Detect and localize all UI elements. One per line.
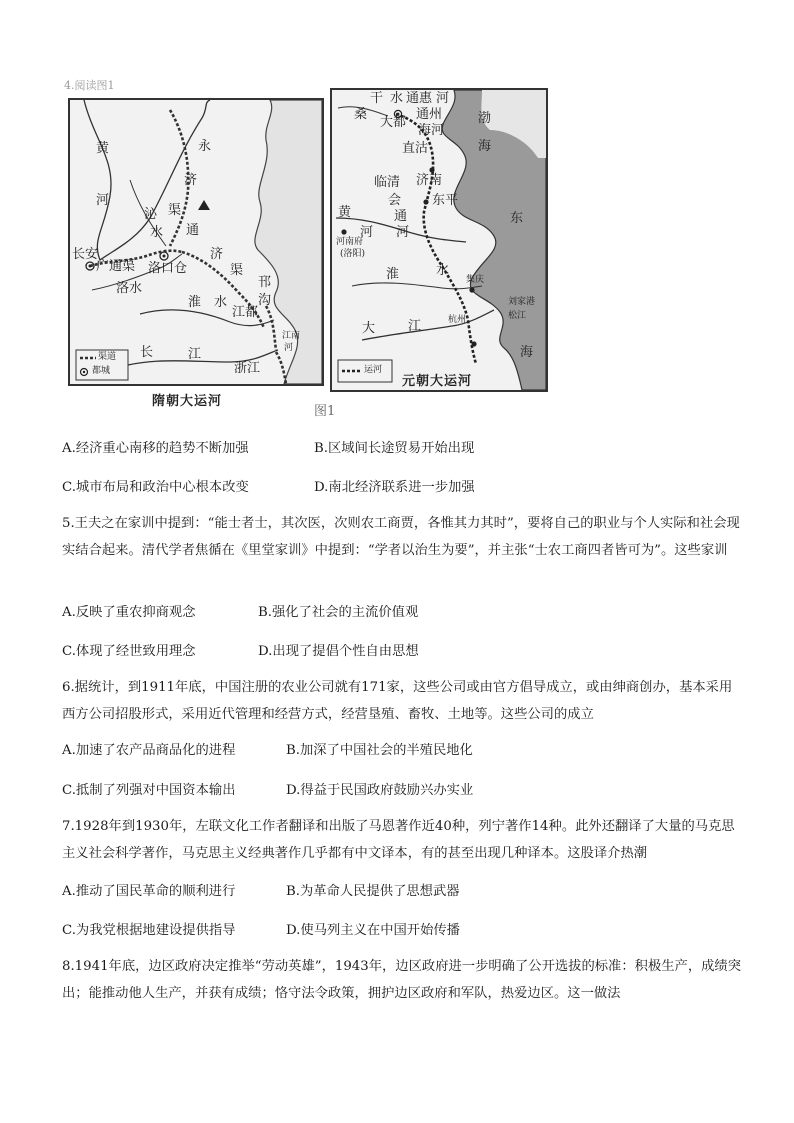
label-jiangnan: 江南	[282, 331, 301, 341]
label-han: 邗	[258, 275, 272, 290]
label-dadu: 大都	[380, 115, 407, 130]
label-da: 大	[362, 321, 376, 336]
label-he2: 河	[284, 343, 294, 353]
label-shui2: 水	[436, 263, 450, 278]
label-jiang: 江	[188, 347, 202, 362]
legend-capital: 都城	[92, 366, 111, 376]
q6-option-c[interactable]: C.抵制了列强对中国资本输出	[62, 783, 236, 798]
granary-marker	[198, 200, 210, 210]
label-tong: 通	[394, 209, 408, 224]
label-zhejiang: 浙江	[234, 361, 261, 376]
q7-option-c[interactable]: C.为我党根据地建设提供指导	[62, 923, 236, 938]
hangzhou-marker	[471, 341, 476, 346]
label-luoshui: 洛水	[116, 281, 143, 296]
label-liujiagang: 刘家港	[508, 297, 536, 307]
figure-caption: 图1	[314, 404, 336, 419]
yuan-map-title: 元朝大运河	[402, 374, 473, 389]
sui-canal-map	[68, 98, 324, 386]
label-chang: 长	[140, 345, 154, 360]
label-guangtong: 广通渠	[96, 259, 136, 274]
label-henanfu: 河南府	[336, 237, 364, 247]
label-haihe: 海河	[418, 123, 445, 138]
label-gan: 干	[370, 91, 384, 106]
sea-area	[255, 100, 322, 384]
label-hai: 海	[478, 139, 492, 154]
q6-option-a[interactable]: A.加速了农产品商品化的进程	[62, 743, 236, 758]
legend-canal: 渠道	[98, 352, 117, 362]
q5-option-a[interactable]: A.反映了重农抑商观念	[62, 605, 196, 620]
q5-option-d[interactable]: D.出现了提倡个性自由思想	[258, 644, 419, 659]
label-jiangdu: 江都	[232, 305, 259, 320]
label-qu2: 渠	[230, 263, 244, 278]
label-dong: 东	[510, 211, 524, 226]
label-he: 河	[436, 91, 450, 106]
label-ji2: 济	[210, 247, 224, 262]
legend-canal: 运河	[364, 365, 383, 375]
yuan-canal-map	[330, 88, 548, 392]
label-jiang: 江	[408, 319, 422, 334]
q4-option-d[interactable]: D.南北经济联系进一步加强	[314, 480, 475, 495]
label-sang: 桑	[354, 107, 368, 122]
q7-stem: 7.1928年到1930年，左联文化工作者翻译和出版了马恩著作近40种，列宁著作14种。此外还翻译了大量的马克思主义社会科学著作，马克思主义经典著作几乎都有中文译本，有的甚至出现几种译本。这股译介热潮	[62, 819, 735, 861]
q5-option-c[interactable]: C.体现了经世致用理念	[62, 644, 196, 659]
huai-river	[352, 283, 482, 289]
jinan-marker	[429, 167, 434, 172]
label-gou: 沟	[258, 293, 272, 308]
q6-option-d[interactable]: D.得益于民国政府鼓励兴办实业	[286, 783, 474, 798]
label-hai2: 海	[520, 345, 534, 360]
label-dongping: 东平	[432, 193, 459, 208]
label-tongzhou: 通州	[416, 107, 443, 122]
label-luokoucang: 洛口仓	[148, 261, 188, 276]
label-hangzhou: 杭州	[448, 315, 467, 325]
label-linqing: 临清	[374, 175, 401, 190]
figure-1	[62, 79, 550, 419]
q8-stem: 8.1941年底，边区政府决定推举“劳动英雄”，1943年，边区政府进一步明确了公开选拔的标准：积极生产，成绩突出；能推动他人生产，并获有成绩；恪守法令政策，拥护边区政府和军队，热爱边区。这一做法	[62, 959, 742, 1001]
label-luoyang: (洛阳)	[340, 249, 366, 259]
label-bo: 渤	[478, 111, 492, 126]
label-huai: 淮	[188, 295, 202, 310]
luoyang-marker	[341, 229, 346, 234]
label-tong: 通	[186, 223, 200, 238]
dongping-marker	[423, 199, 428, 204]
label-zhigu: 直沽	[402, 141, 429, 156]
label-huang: 黄	[338, 205, 352, 220]
label-he: 河	[96, 193, 110, 208]
cropped-fragment: 4.阅读图1	[64, 79, 115, 92]
label-shui2: 水	[214, 295, 228, 310]
q4-option-b[interactable]: B.区域间长途贸易开始出现	[314, 441, 475, 456]
label-songjiang: 松江	[508, 311, 527, 321]
label-tonghui: 通惠	[406, 91, 433, 106]
q5-stem: 5.王夫之在家训中提到：“能士者士，其次医，次则农工商贾，各惟其力其时”，要将自己的职业与个人实际和社会现实结合起来。清代学者焦循在《里堂家训》中提到：“学者以治生为要”，并主张“士农工商四者皆可为”。这些家训	[62, 516, 740, 558]
jiangnan-canal	[276, 352, 286, 384]
jiqing-marker	[469, 287, 474, 292]
label-huang: 黄	[96, 141, 110, 156]
q4-option-c[interactable]: C.城市布局和政治中心根本改变	[62, 480, 249, 495]
label-jinan: 济南	[416, 173, 443, 188]
label-he2: 河	[396, 225, 410, 240]
label-hui: 会	[388, 193, 402, 208]
q7-option-b[interactable]: B.为革命人民提供了思想武器	[286, 884, 460, 899]
q6-option-b[interactable]: B.加深了中国社会的半殖民地化	[286, 743, 473, 758]
label-he3: 河	[360, 225, 374, 240]
q7-option-d[interactable]: D.使马列主义在中国开始传播	[286, 923, 460, 938]
yangtze-river	[362, 310, 494, 340]
q7-option-a[interactable]: A.推动了国民革命的顺利进行	[62, 884, 236, 899]
label-shui: 水	[390, 91, 404, 106]
q6-stem: 6.据统计，到1911年底，中国注册的农业公司就有171家，这些公司或由官方倡导成立，或由绅商创办，基本采用西方公司招股形式，采用近代管理和经营方式，经营垦殖、畜牧、土地等。这些公司的成立	[62, 680, 733, 722]
label-ji: 济	[184, 173, 198, 188]
q4-option-a[interactable]: A.经济重心南移的趋势不断加强	[62, 441, 249, 456]
label-yong: 永	[198, 139, 212, 154]
label-shui: 水	[150, 225, 164, 240]
sui-map-title: 隋朝大运河	[152, 394, 223, 409]
label-huai: 淮	[386, 267, 400, 282]
label-changan: 长安	[72, 247, 99, 262]
hangou-canal	[266, 306, 276, 350]
label-jiqing: 集庆	[466, 275, 485, 285]
q5-option-b[interactable]: B.强化了社会的主流价值观	[258, 605, 419, 620]
label-qu: 渠	[168, 203, 182, 218]
label-qin: 沁	[144, 207, 158, 222]
